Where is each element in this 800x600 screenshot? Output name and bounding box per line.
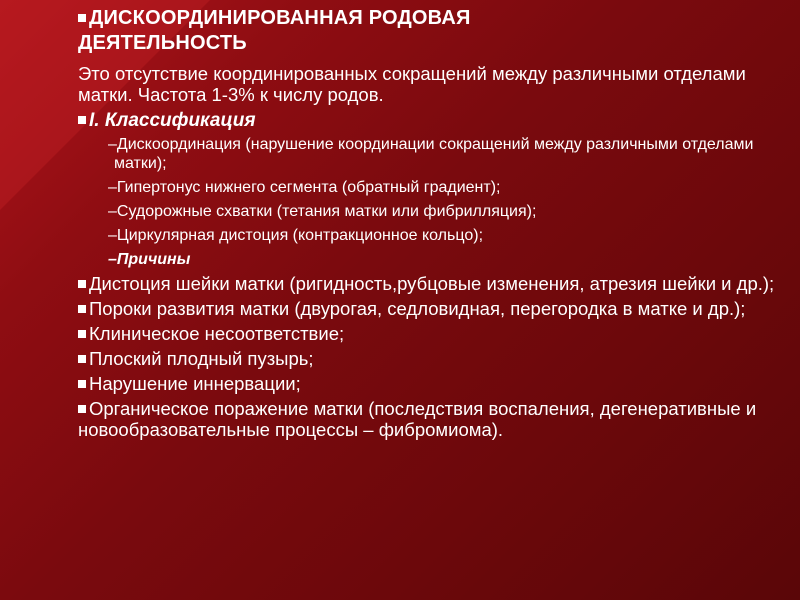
cause-item: [78, 398, 778, 440]
classification-heading-text: I. Классификация: [89, 110, 256, 131]
square-bullet-icon: [78, 305, 86, 313]
cause-item: [78, 273, 778, 294]
causes-heading: –Причины: [108, 251, 191, 268]
cause-item: [78, 298, 778, 319]
classification-item: –Дискоординация (нарушение координации сокращений между различными отделами матки);: [108, 136, 754, 172]
cause-text: Пороки развития матки (двурогая, седловидная, перегородка в матке и др.);: [89, 298, 746, 319]
classification-item: –Циркулярная дистоция (контракционное кольцо);: [108, 227, 484, 244]
square-bullet-icon: [78, 355, 86, 363]
slide-title: [78, 6, 598, 56]
cause-text: Органическое поражение матки (последствия воспаления, дегенеративные и новообразовательные процессы – фибромиома).: [78, 398, 757, 440]
slide-content: [78, 6, 778, 444]
square-bullet-icon: [78, 380, 86, 388]
cause-text: Нарушение иннервации;: [89, 373, 301, 394]
classification-item: –Судорожные схватки (тетания матки или фибрилляция);: [108, 203, 537, 220]
cause-text: Клиническое несоответствие;: [89, 323, 345, 344]
cause-text: Дистоция шейки матки (ригидность,рубцовые изменения, атрезия шейки и др.);: [89, 273, 775, 294]
cause-item: [78, 373, 778, 394]
cause-item: [78, 323, 778, 344]
square-bullet-icon: [78, 14, 86, 22]
cause-item: [78, 348, 778, 369]
square-bullet-icon: [78, 330, 86, 338]
square-bullet-icon: [78, 116, 86, 124]
cause-text: Плоский плодный пузырь;: [89, 348, 314, 369]
title-text: ДИСКООРДИНИРОВАННАЯ РОДОВАЯ ДЕЯТЕЛЬНОСТЬ: [78, 7, 471, 54]
intro-text: Это отсутствие координированных сокращений между различными отделами матки. Частота 1-3% к числу родов.: [78, 63, 746, 105]
classification-heading: [78, 109, 778, 133]
classification-item: –Гипертонус нижнего сегмента (обратный градиент);: [108, 179, 501, 196]
square-bullet-icon: [78, 280, 86, 288]
square-bullet-icon: [78, 405, 86, 413]
